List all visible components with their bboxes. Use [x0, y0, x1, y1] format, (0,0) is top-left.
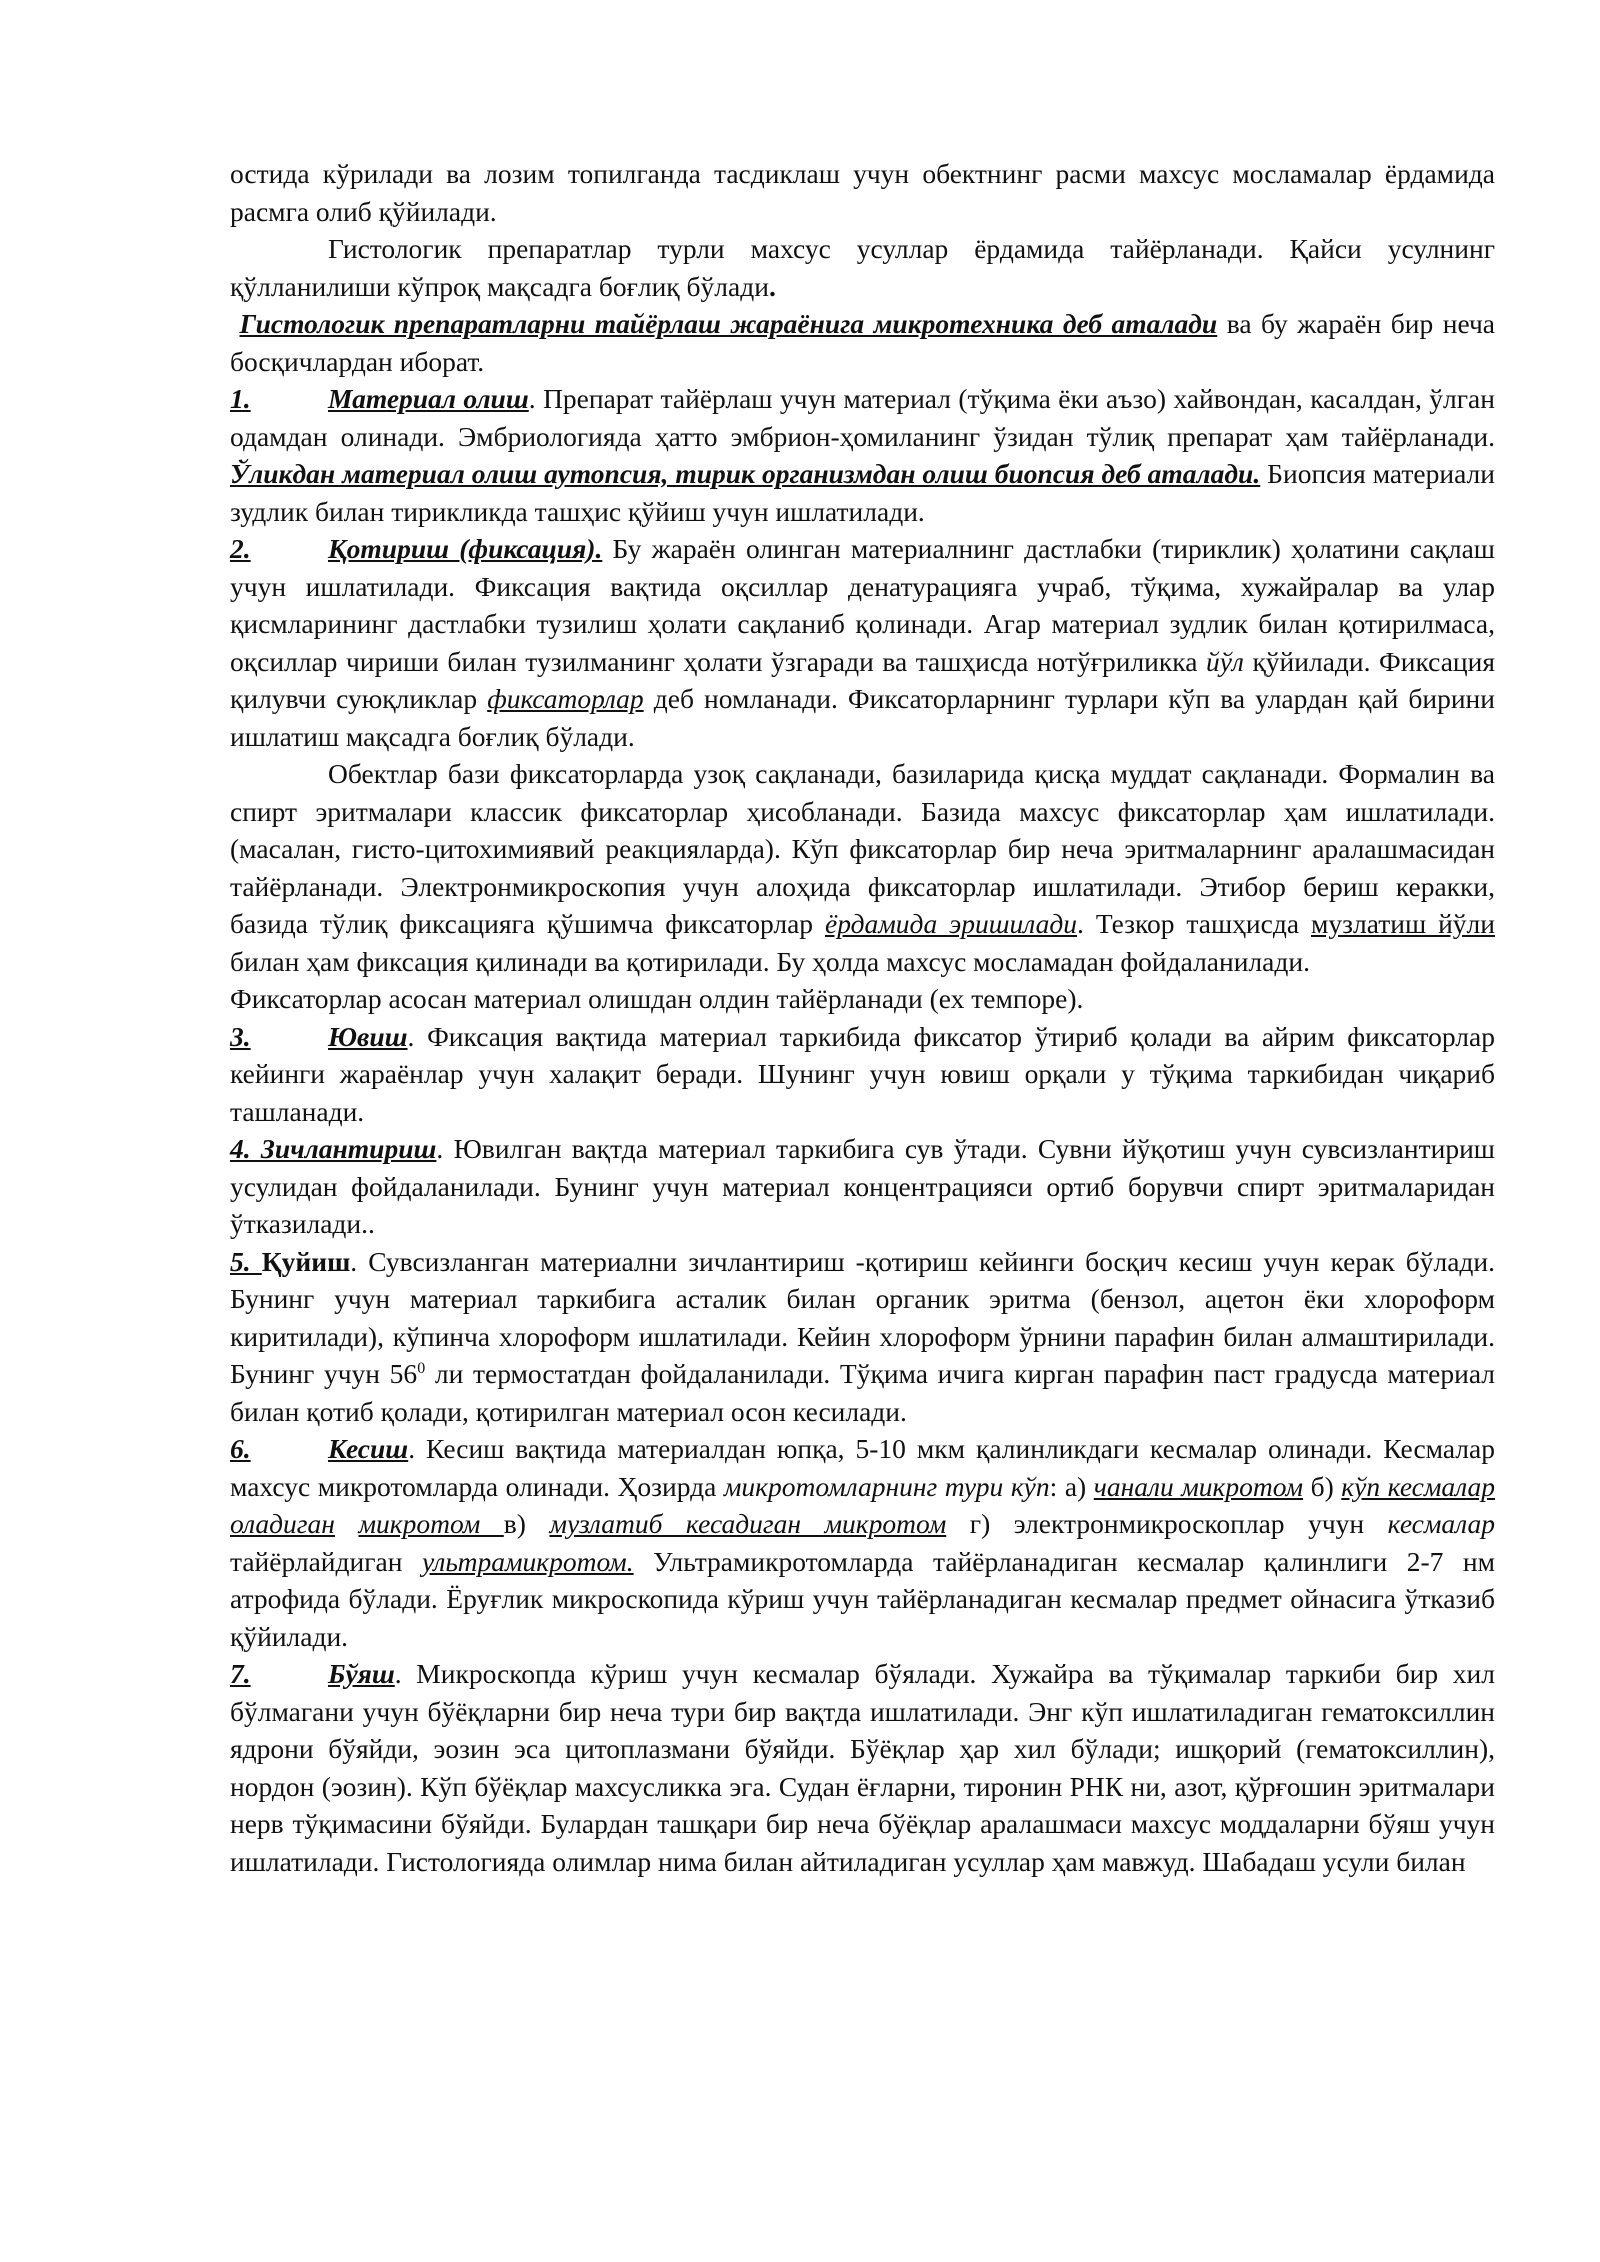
paragraph-microtechnique [230, 305, 1495, 380]
text: . Кесиш вақтида материалдан юпқа, 5-10 мкм қалинликдаги кесмалар олинади. Кесмалар махсус микротомларда олинади. Ҳозирда [230, 1433, 1495, 1502]
definition-text: Ўликдан материал олиш аутопсия, тирик организмдан олиш биопсия деб аталади. [230, 458, 1261, 489]
section-staining [230, 1655, 1495, 1880]
text: б) [1303, 1470, 1342, 1502]
section-embedding [230, 1243, 1495, 1431]
text: г) электронмикроскоплар учун [946, 1508, 1388, 1539]
section-washing [230, 1018, 1495, 1131]
section-number: 7. [230, 1658, 251, 1689]
text: микротомларнинг тури кўп [723, 1470, 1050, 1502]
section-number: 5. [230, 1245, 262, 1277]
term-text: ультрамикротом. [421, 1545, 634, 1577]
text: деб номланади. Фиксаторларнинг турлари кўп ва улардан қай бирини ишлатиш мақсадга боғлиқ бўлади. [230, 683, 1495, 752]
text: ва бу жараён бир неча босқичлардан иборат. [230, 308, 1496, 377]
term-text: ёрдамида эришилади [824, 908, 1078, 939]
text: Ультрамикротомларда тайёрланадиган кесмалар қалинлиги 2-7 нм атрофида бўлади. Ёруғлик микроскопида кўриш учун тайёрланадиган кесмалар предмет ойнасига ўтказиб қўйилади. [230, 1545, 1496, 1652]
document-page [230, 155, 1495, 1880]
paragraph-fixators [230, 755, 1495, 980]
section-compaction [230, 1130, 1495, 1243]
term-text: микротом [358, 1508, 504, 1539]
text: тайёрлайдиган [230, 1545, 422, 1577]
text: кесмалар [1387, 1508, 1495, 1539]
section-number: 3. [230, 1020, 251, 1052]
text: . Сувсизланган материални зичлантириш -қотириш кейинги босқич кесиш учун керак бўлади. Бунинг учун материал таркибига асталик билан органик эритма (бензол, ацетон ёки хлороформ киритилади), кўпинча хлороформ ишлатилади. Кейин хлороформ ўрнини парафин билан алмаштирилади. Бунинг учун 56 [230, 1245, 1495, 1389]
text: Обектлар бази фиксаторларда узоқ сақланади, базиларида қисқа муддат сақланади. Формалин ва спирт эритмалари классик фиксаторлар ҳисобланади. Базида махсус фиксаторлар ҳам ишлатилади. (масалан, гисто-цитохимиявий реакцияларда). Кўп фиксаторлар бир неча эритмаларнинг аралашмасидан тайёрланади. Электронмикроскопия учун алоҳида фиксаторлар ишлатилади. Этибор бериш керакки, базида тўлиқ фиксацияга қўшимча фиксаторлар [230, 758, 1495, 939]
term-text: чанали микротом [1093, 1470, 1304, 1502]
section-number: 2. [230, 533, 251, 564]
text: в) [503, 1508, 550, 1539]
paragraph-ex-tempore [230, 980, 1495, 1018]
text: ли термостатдан фойдаланилади. Тўқима ичига кирган парафин паст градусда материал билан қотиб қолади, қотирилган материал осон кесилади. [230, 1358, 1496, 1427]
degree-superscript: 0 [417, 1359, 426, 1377]
section-heading: Бўяш [328, 1658, 395, 1689]
text: . Микроскопда кўриш учун кесмалар бўялади. Хужайра ва тўқималар таркиби бир хил бўлмагани учун бўёқларни бир неча тури бир вақтда ишлатилади. Энг кўп ишлатиладиган гематоксиллин ядрони бўяйди, эозин эса цитоплазмани бўяйди. Бўёқлар ҳар хил бўлади; ишқорий (гематоксиллин), нордон (эозин). Кўп бўёқлар махсусликка эга. Судан ёғларни, тиронин РНК ни, азот, қўрғошин эритмалари нерв тўқимасини бўяйди. Булардан ташқари бир неча бўёқлар аралашмаси махсус моддаларни бўяш учун ишлатилади. Гистологияда олимлар нима билан айтиладиган усуллар ҳам мавжуд. Шабадаш усули билан [230, 1658, 1495, 1877]
term-text: фиксаторлар [487, 683, 644, 714]
microtechnique-heading: Гистологик препаратларни тайёрлаш жараёнига микротехника деб аталади [239, 308, 1218, 339]
text: Фиксаторлар асосан материал олишдан олдин тайёрланади (ех темпоре). [230, 983, 1084, 1014]
text: . [768, 270, 776, 302]
text: Бу жараён олинган материалнинг дастлабки (тириклик) ҳолатини сақлаш учун ишлатилади. Фиксация вақтида оқсиллар денатурацияга учраб, тўқима, хужайралар ва улар қисмларининг дастлабки тузилиш ҳолати сақланиб қолинади. Агар материал зудлик билан қотирилмаса, оқсиллар чириши билан тузилманинг ҳолати ўзгаради ва ташҳисда нотўғриликка [230, 533, 1495, 677]
section-number: 1. [230, 383, 251, 414]
text: . Препарат тайёрлаш учун материал (тўқима ёки аъзо) хайвондан, касалдан, ўлган одамдан олинади. Эмбриологияда ҳатто эмбрион-ҳомиланинг ўзидан тўлиқ препарат ҳам тайёрланади. [230, 383, 1495, 452]
section-heading: Материал олиш [328, 383, 529, 414]
section-number: 6. [230, 1433, 251, 1464]
text: . Тезкор ташҳисда [1077, 908, 1311, 939]
text [335, 1508, 359, 1539]
section-heading: Кесиш [328, 1433, 409, 1464]
section-heading: Қуйиш [261, 1245, 351, 1277]
text: Биопсия материали зудлик билан тирикликда ташҳис қўйиш учун ишлатилади. [230, 458, 1495, 527]
section-heading: 4. Зичлантириш [230, 1133, 437, 1164]
section-sectioning [230, 1430, 1495, 1655]
text: . Ювилган вақтда материал таркибига сув ўтади. Сувни йўқотиш учун сувсизлантириш усулидан фойдаланилади. Бунинг учун материал концентрацияси ортиб борувчи спирт эритмаларидан ўтказилади.. [230, 1133, 1495, 1239]
paragraph-intro [230, 155, 1495, 230]
term-text: музлатиш йўли [1310, 908, 1495, 939]
paragraph-preparations [230, 230, 1495, 305]
text: . Фиксация вақтида материал таркибида фиксатор ўтириб қолади ва айрим фиксаторлар кейинги жараёнлар учун халақит беради. Шунинг учун ювиш орқали у тўқима таркибидан чиқариб ташланади. [230, 1020, 1495, 1127]
text: Гистологик препаратлар турли махсус усуллар ёрдамида тайёрланади. Қайси усулнинг қўлланилиши кўпроқ мақсадга боғлиқ бўлади [230, 233, 1495, 302]
text: билан ҳам фиксация қилинади ва қотирилади. Бу ҳолда махсус мосламадан фойдаланилади. [230, 945, 1310, 977]
section-heading: Қотириш (фиксация). [328, 533, 603, 564]
section-fixation [230, 530, 1495, 755]
term-text: музлатиб кесадиган микротом [549, 1508, 947, 1539]
text: остида кўрилади ва лозим топилганда тасдиклаш учун обектнинг расми махсус мосламалар ёрдамида расмга олиб қўйилади. [230, 158, 1495, 227]
section-heading: Ювиш [328, 1020, 408, 1052]
text: қўйилади. Фиксация қилувчи суюқликлар [230, 645, 1495, 714]
section-material [230, 380, 1495, 530]
text: : а) [1049, 1470, 1094, 1502]
text: йўл [1205, 645, 1244, 677]
term-text: кўп кесмалар оладиган [230, 1470, 1495, 1539]
